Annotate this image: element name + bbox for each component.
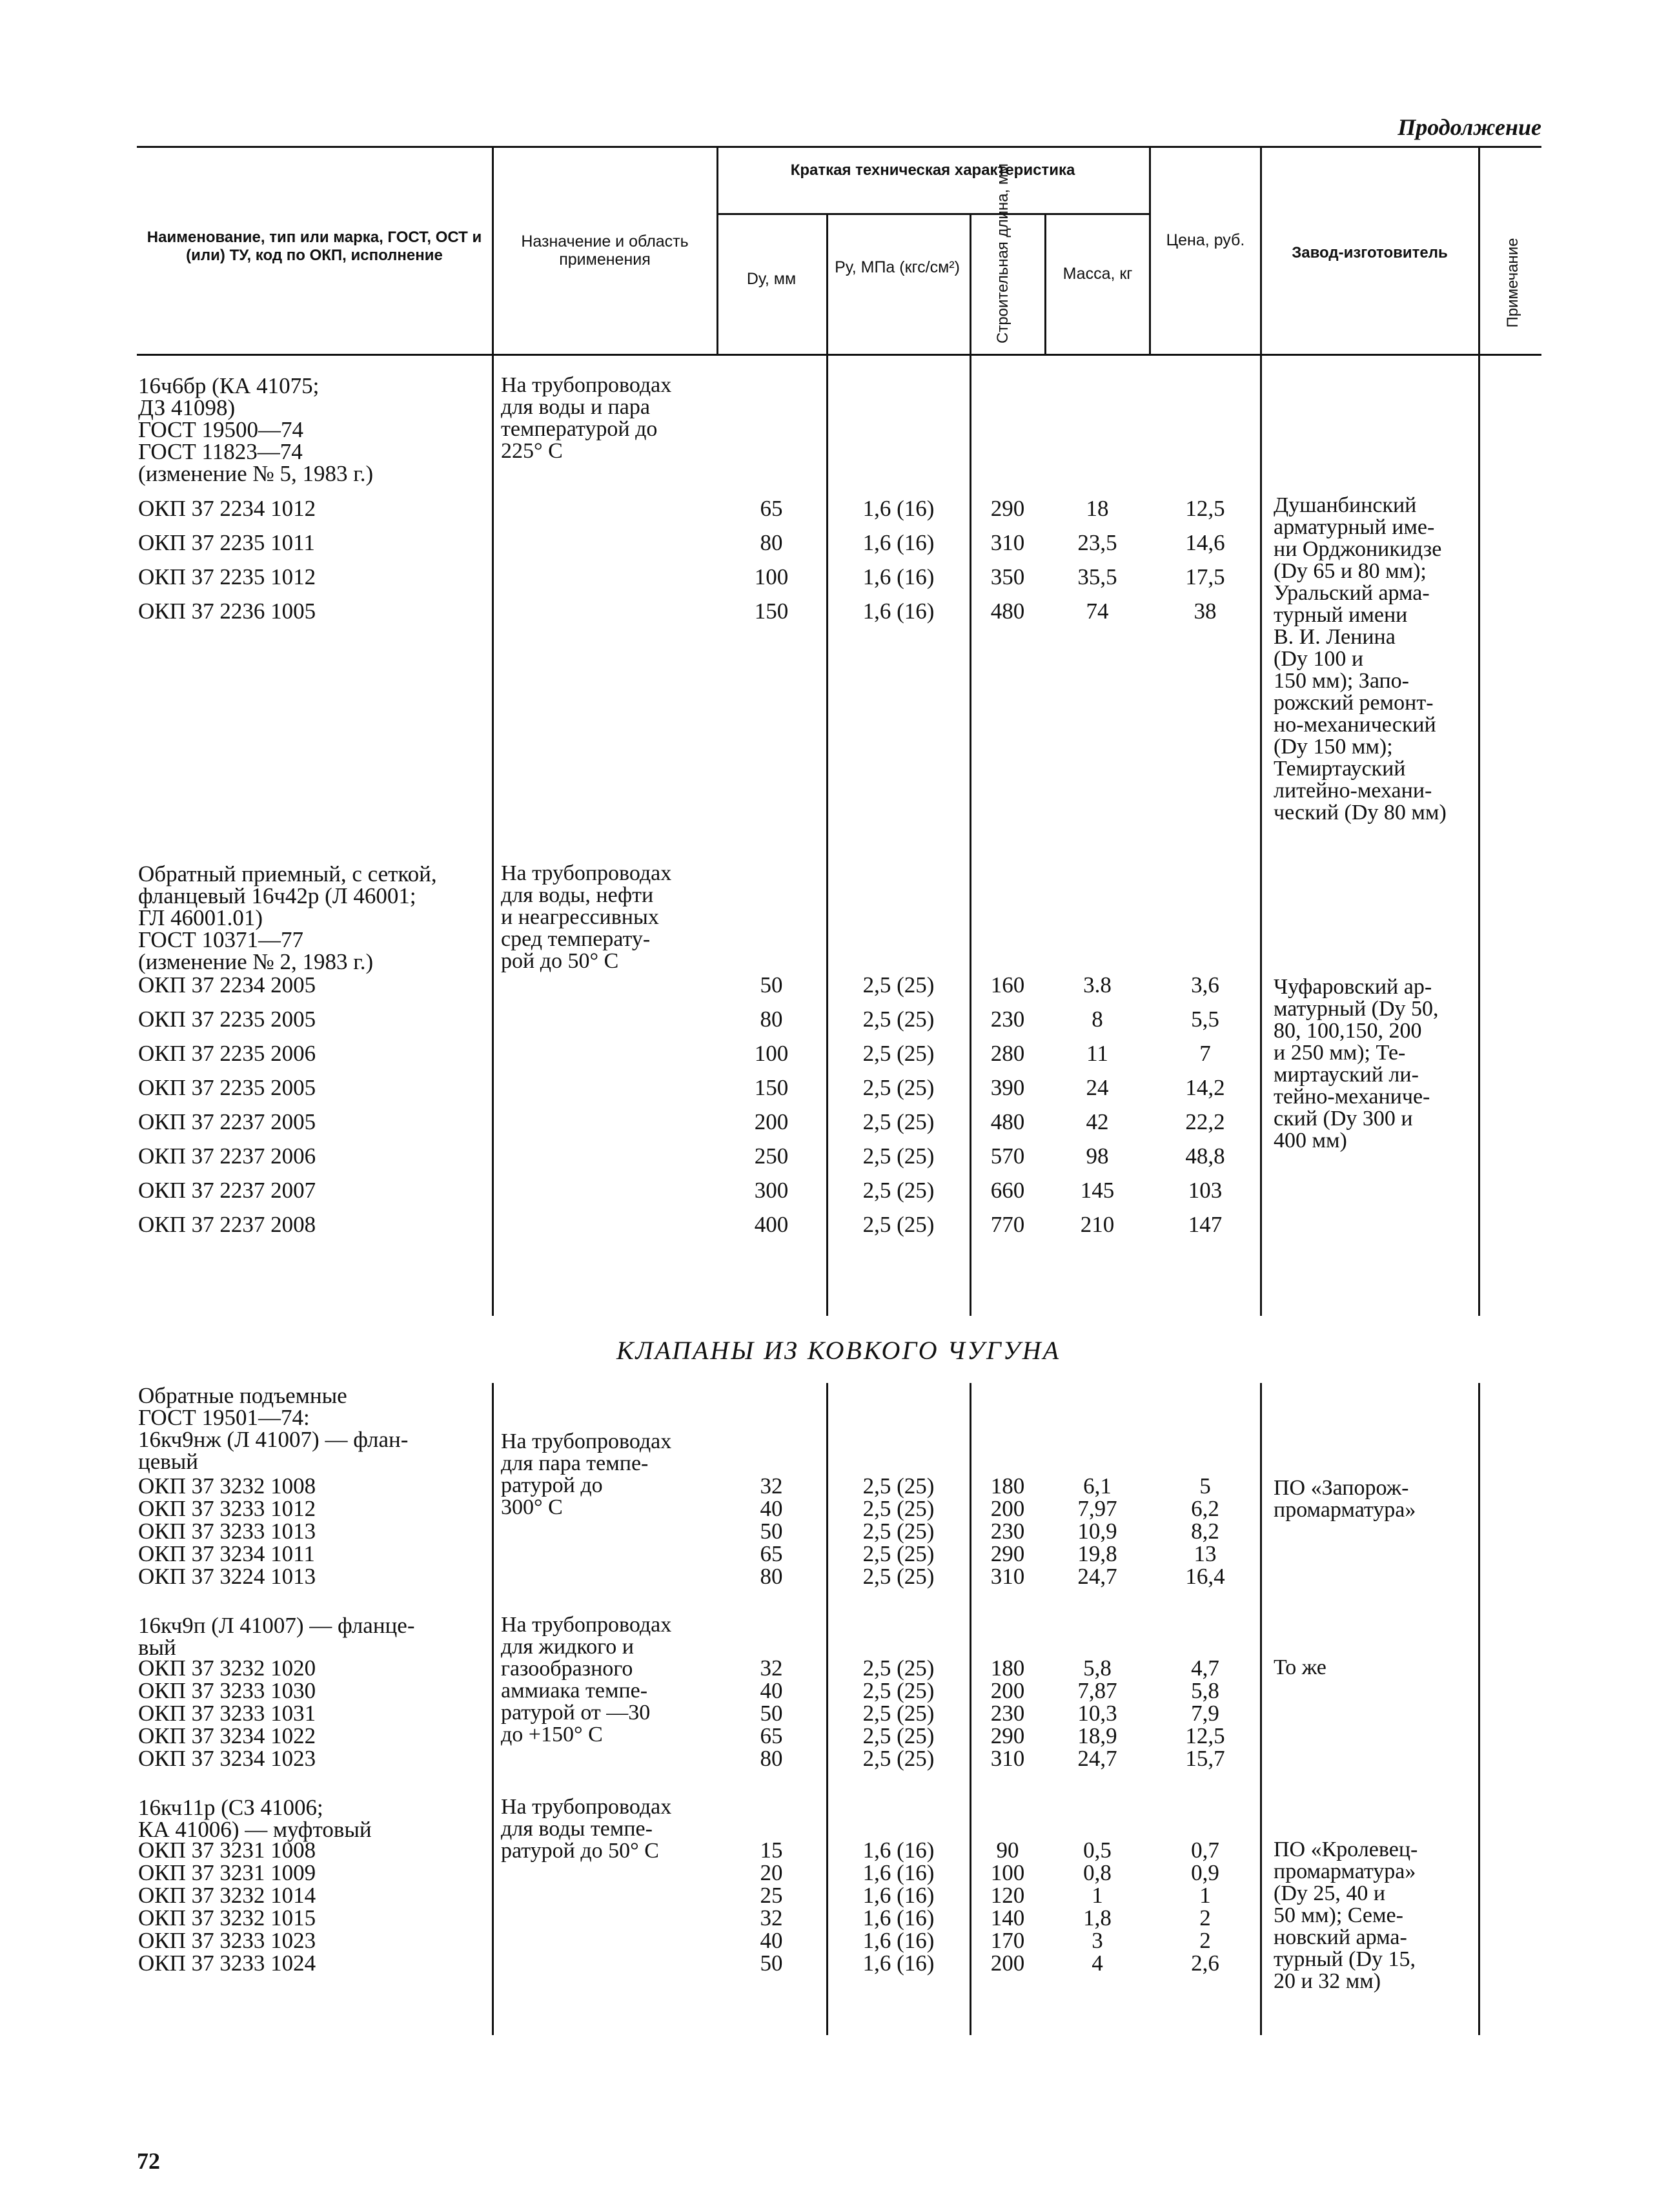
dy-value: 65 [760,1541,783,1566]
dy-value: 80 [760,1007,783,1032]
length-value: 180 [990,1655,1025,1681]
length-value: 310 [990,1746,1025,1771]
mass-value: 10,9 [1077,1519,1117,1544]
py-value: 1,6 (16) [862,496,935,521]
product-name-line: ГОСТ 19500—74 [138,417,304,442]
manufacturer-text: ПО «Кролевец- промарматура» (Dу 25, 40 и 50 мм); Семе- новский арма- турный (Dу 15, 20 и 32 мм) [1274,1838,1418,1993]
product-name-line: 16ч6бр (КА 41075; [138,373,320,398]
py-value: 1,6 (16) [862,1905,935,1930]
mass-value: 7,97 [1077,1496,1117,1521]
okp-code: ОКП 37 3232 1015 [138,1905,316,1930]
manufacturer-text: Чуфаровский ар- матурный (Dу 50, 80, 100,150, 200 и 250 мм); Те- миртауский ли- тейно-механиче- ский (Dу 300 и 400 мм) [1274,975,1439,1152]
py-value: 2,5 (25) [862,1564,935,1589]
product-name-line: фланцевый 16ч42р (Л 46001; [138,883,416,908]
price-value: 6,2 [1191,1496,1219,1521]
mass-value: 11 [1086,1041,1108,1066]
continuation-label: Продолжение [1397,114,1541,140]
length-value: 310 [990,1564,1025,1589]
price-value: 5,8 [1191,1678,1219,1703]
length-value: 480 [990,599,1025,624]
product-name-line: (изменение № 2, 1983 г.) [138,949,374,974]
okp-code: ОКП 37 2235 1011 [138,530,315,555]
length-value: 390 [990,1075,1025,1100]
header-bottom-rule [137,354,1541,356]
manufacturer-text: То же [1274,1655,1326,1679]
purpose-text: На трубопроводах для жидкого и газообразного аммиака темпе- ратурой от —30 до +150° С [501,1613,672,1746]
py-value: 2,5 (25) [862,1655,935,1681]
header-mass: Масса, кг [1062,265,1133,283]
okp-code: ОКП 37 2234 2005 [138,972,316,998]
mass-value: 8 [1092,1007,1103,1032]
length-value: 280 [990,1041,1025,1066]
py-value: 2,5 (25) [862,1212,935,1237]
price-value: 5,5 [1191,1007,1219,1032]
okp-code: ОКП 37 2237 2006 [138,1143,316,1169]
okp-code: ОКП 37 2235 2005 [138,1075,316,1100]
okp-code: ОКП 37 2235 1012 [138,564,316,589]
price-value: 16,4 [1185,1564,1225,1589]
length-value: 290 [990,496,1025,521]
py-value: 2,5 (25) [862,1519,935,1544]
length-value: 570 [990,1143,1025,1169]
mass-value: 5,8 [1083,1655,1112,1681]
py-value: 2,5 (25) [862,1075,935,1100]
dy-value: 250 [754,1143,789,1169]
py-value: 2,5 (25) [862,1678,935,1703]
dy-value: 32 [760,1473,783,1499]
mass-value: 0,5 [1083,1838,1112,1863]
length-value: 770 [990,1212,1025,1237]
price-value: 0,9 [1191,1860,1219,1885]
dy-value: 400 [754,1212,789,1237]
py-value: 2,5 (25) [862,1178,935,1203]
dy-value: 15 [760,1838,783,1863]
price-value: 17,5 [1185,564,1225,589]
py-value: 2,5 (25) [862,1496,935,1521]
length-value: 230 [990,1701,1025,1726]
okp-code: ОКП 37 3231 1008 [138,1838,316,1863]
dy-value: 300 [754,1178,789,1203]
dy-value: 40 [760,1496,783,1521]
okp-code: ОКП 37 2236 1005 [138,599,316,624]
mass-value: 210 [1080,1212,1115,1237]
mass-value: 1 [1092,1883,1103,1908]
dy-value: 150 [754,1075,789,1100]
dy-value: 200 [754,1109,789,1134]
py-value: 1,6 (16) [862,1838,935,1863]
okp-code: ОКП 37 3224 1013 [138,1564,316,1589]
price-value: 8,2 [1191,1519,1219,1544]
header-tech: Краткая техническая характеристика [790,161,1075,179]
py-value: 1,6 (16) [862,1951,935,1976]
dy-value: 65 [760,496,783,521]
purpose-text: На трубопроводах для воды, нефти и неагрессивных сред температу- рой до 50° С [501,861,672,973]
okp-code: ОКП 37 2237 2008 [138,1212,316,1237]
product-name-line: Обратные подъемные [138,1383,347,1408]
mass-value: 6,1 [1083,1473,1112,1499]
price-value: 2 [1199,1905,1211,1930]
dy-value: 32 [760,1655,783,1681]
product-name-line: ГОСТ 19501—74: [138,1405,310,1430]
price-value: 103 [1188,1178,1223,1203]
product-name-line: ДЗ 41098) [138,395,236,420]
py-value: 2,5 (25) [862,1473,935,1499]
price-value: 2 [1199,1928,1211,1953]
product-name-line: (изменение № 5, 1983 г.) [138,461,374,486]
length-value: 200 [990,1678,1025,1703]
product-name-line: 16кч9п (Л 41007) — фланце- [138,1613,415,1638]
mass-value: 0,8 [1083,1860,1112,1885]
okp-code: ОКП 37 2235 2005 [138,1007,316,1032]
mass-value: 145 [1080,1178,1115,1203]
okp-code: ОКП 37 2235 2006 [138,1041,316,1066]
dy-value: 50 [760,1701,783,1726]
price-value: 3,6 [1191,972,1219,998]
price-value: 14,6 [1185,530,1225,555]
price-value: 0,7 [1191,1838,1219,1863]
length-value: 120 [990,1883,1025,1908]
length-value: 100 [990,1860,1025,1885]
price-value: 14,2 [1185,1075,1225,1100]
okp-code: ОКП 37 3233 1012 [138,1496,316,1521]
dy-value: 32 [760,1905,783,1930]
py-value: 1,6 (16) [862,564,935,589]
header-purpose: Назначение и область применения [521,232,689,269]
okp-code: ОКП 37 3232 1014 [138,1883,316,1908]
length-value: 160 [990,972,1025,998]
py-value: 2,5 (25) [862,1007,935,1032]
price-value: 12,5 [1185,496,1225,521]
dy-value: 20 [760,1860,783,1885]
py-value: 2,5 (25) [862,1109,935,1134]
header-note: Примечание [1504,238,1521,328]
length-value: 310 [990,530,1025,555]
mass-value: 1,8 [1083,1905,1112,1930]
dy-value: 80 [760,530,783,555]
py-value: 2,5 (25) [862,1143,935,1169]
length-value: 230 [990,1007,1025,1032]
header-manufacturer: Завод-изготовитель [1292,244,1448,261]
mass-value: 24,7 [1077,1564,1117,1589]
product-name-line: 16кч9нж (Л 41007) — флан- [138,1427,409,1452]
okp-code: ОКП 37 3233 1031 [138,1701,316,1726]
okp-code: ОКП 37 3233 1030 [138,1678,316,1703]
okp-code: ОКП 37 2234 1012 [138,496,316,521]
length-value: 290 [990,1723,1025,1748]
mass-value: 7,87 [1077,1678,1117,1703]
length-value: 90 [996,1838,1019,1863]
header-py: Pу, МПа (кгс/см²) [835,258,960,276]
mass-value: 18 [1086,496,1109,521]
length-value: 350 [990,564,1025,589]
dy-value: 50 [760,1951,783,1976]
okp-code: ОКП 37 3231 1009 [138,1860,316,1885]
dy-value: 40 [760,1678,783,1703]
okp-code: ОКП 37 3233 1013 [138,1519,316,1544]
page-number: 72 [137,2148,160,2174]
dy-value: 50 [760,972,783,998]
okp-code: ОКП 37 2237 2005 [138,1109,316,1134]
py-value: 2,5 (25) [862,1746,935,1771]
price-value: 38 [1194,599,1217,624]
price-value: 1 [1199,1883,1211,1908]
tech-subheader-rule [718,213,1149,215]
dy-value: 40 [760,1928,783,1953]
header-name: Наименование, тип или марка, ГОСТ, ОСТ и (или) ТУ, код по ОКП, исполнение [147,229,482,264]
py-value: 2,5 (25) [862,1723,935,1748]
okp-code: ОКП 37 3232 1008 [138,1473,316,1499]
length-value: 660 [990,1178,1025,1203]
mass-value: 35,5 [1077,564,1117,589]
length-value: 230 [990,1519,1025,1544]
length-value: 480 [990,1109,1025,1134]
product-name-line: ГЛ 46001.01) [138,905,263,930]
okp-code: ОКП 37 3234 1022 [138,1723,316,1748]
price-value: 7 [1199,1041,1211,1066]
length-value: 200 [990,1951,1025,1976]
product-name-line: ГОСТ 10371—77 [138,927,304,952]
price-value: 12,5 [1185,1723,1225,1748]
header-length: Строительная длина, мм [994,163,1011,343]
py-value: 2,5 (25) [862,1701,935,1726]
okp-code: ОКП 37 2237 2007 [138,1178,316,1203]
purpose-text: На трубопроводах для воды и пара температурой до 225° С [501,373,672,463]
okp-code: ОКП 37 3233 1024 [138,1951,316,1976]
mass-value: 42 [1086,1109,1109,1134]
dy-value: 100 [754,1041,789,1066]
py-value: 1,6 (16) [862,530,935,555]
okp-code: ОКП 37 3234 1011 [138,1541,315,1566]
dy-value: 150 [754,599,789,624]
mass-value: 74 [1086,599,1109,624]
mass-value: 3 [1092,1928,1103,1953]
manufacturer-text: Душанбинский арматурный име- ни Орджоникидзе (Dу 65 и 80 мм); Уральский арма- турный имени В. И. Ленина (Dу 100 и 150 мм); Запо- рожский ремонт- но-механический (Dу 150 мм); Темиртауский литейно-механи- ческий (Dу 80 мм) [1274,493,1447,824]
price-value: 147 [1188,1212,1223,1237]
py-value: 1,6 (16) [862,1928,935,1953]
okp-code: ОКП 37 3234 1023 [138,1746,316,1771]
price-value: 4,7 [1191,1655,1219,1681]
product-name-line: ГОСТ 11823—74 [138,439,303,464]
table-top-rule [137,146,1541,148]
py-value: 1,6 (16) [862,1883,935,1908]
header-price: Цена, руб. [1166,231,1245,249]
py-value: 1,6 (16) [862,599,935,624]
product-name-line: Обратный приемный, с сеткой, [138,861,437,886]
product-name-line: цевый [138,1449,199,1474]
price-value: 13 [1194,1541,1217,1566]
price-value: 15,7 [1185,1746,1225,1771]
price-value: 5 [1199,1473,1211,1499]
length-value: 170 [990,1928,1025,1953]
dy-value: 65 [760,1723,783,1748]
price-value: 7,9 [1191,1701,1219,1726]
dy-value: 80 [760,1564,783,1589]
header-dy: Dу, мм [746,270,797,288]
product-name-line: КА 41006) — муфтовый [138,1817,372,1842]
length-value: 180 [990,1473,1025,1499]
py-value: 2,5 (25) [862,1541,935,1566]
purpose-text: На трубопроводах для воды темпе- ратурой до 50° С [501,1795,672,1863]
product-name-line: 16кч11р (СЗ 41006; [138,1795,323,1820]
length-value: 200 [990,1496,1025,1521]
product-name-line: вый [138,1635,176,1660]
py-value: 2,5 (25) [862,972,935,998]
mass-value: 98 [1086,1143,1109,1169]
py-value: 2,5 (25) [862,1041,935,1066]
manufacturer-text: ПО «Запорож- промарматура» [1274,1476,1416,1522]
price-value: 22,2 [1185,1109,1225,1134]
okp-code: ОКП 37 3233 1023 [138,1928,316,1953]
mass-value: 10,3 [1077,1701,1117,1726]
dy-value: 80 [760,1746,783,1771]
purpose-text: На трубопроводах для пара темпе- ратурой до 300° С [501,1429,672,1519]
mass-value: 3.8 [1083,972,1112,998]
length-value: 290 [990,1541,1025,1566]
okp-code: ОКП 37 3232 1020 [138,1655,316,1681]
py-value: 1,6 (16) [862,1860,935,1885]
dy-value: 50 [760,1519,783,1544]
mass-value: 18,9 [1077,1723,1117,1748]
mass-value: 19,8 [1077,1541,1117,1566]
dy-value: 100 [754,564,789,589]
mass-value: 24 [1086,1075,1109,1100]
dy-value: 25 [760,1883,783,1908]
mass-value: 24,7 [1077,1746,1117,1771]
length-value: 140 [990,1905,1025,1930]
mass-value: 4 [1092,1951,1103,1976]
section-title: КЛАПАНЫ ИЗ КОВКОГО ЧУГУНА [616,1336,1061,1365]
mass-value: 23,5 [1077,530,1117,555]
price-value: 48,8 [1185,1143,1225,1169]
price-value: 2,6 [1191,1951,1219,1976]
